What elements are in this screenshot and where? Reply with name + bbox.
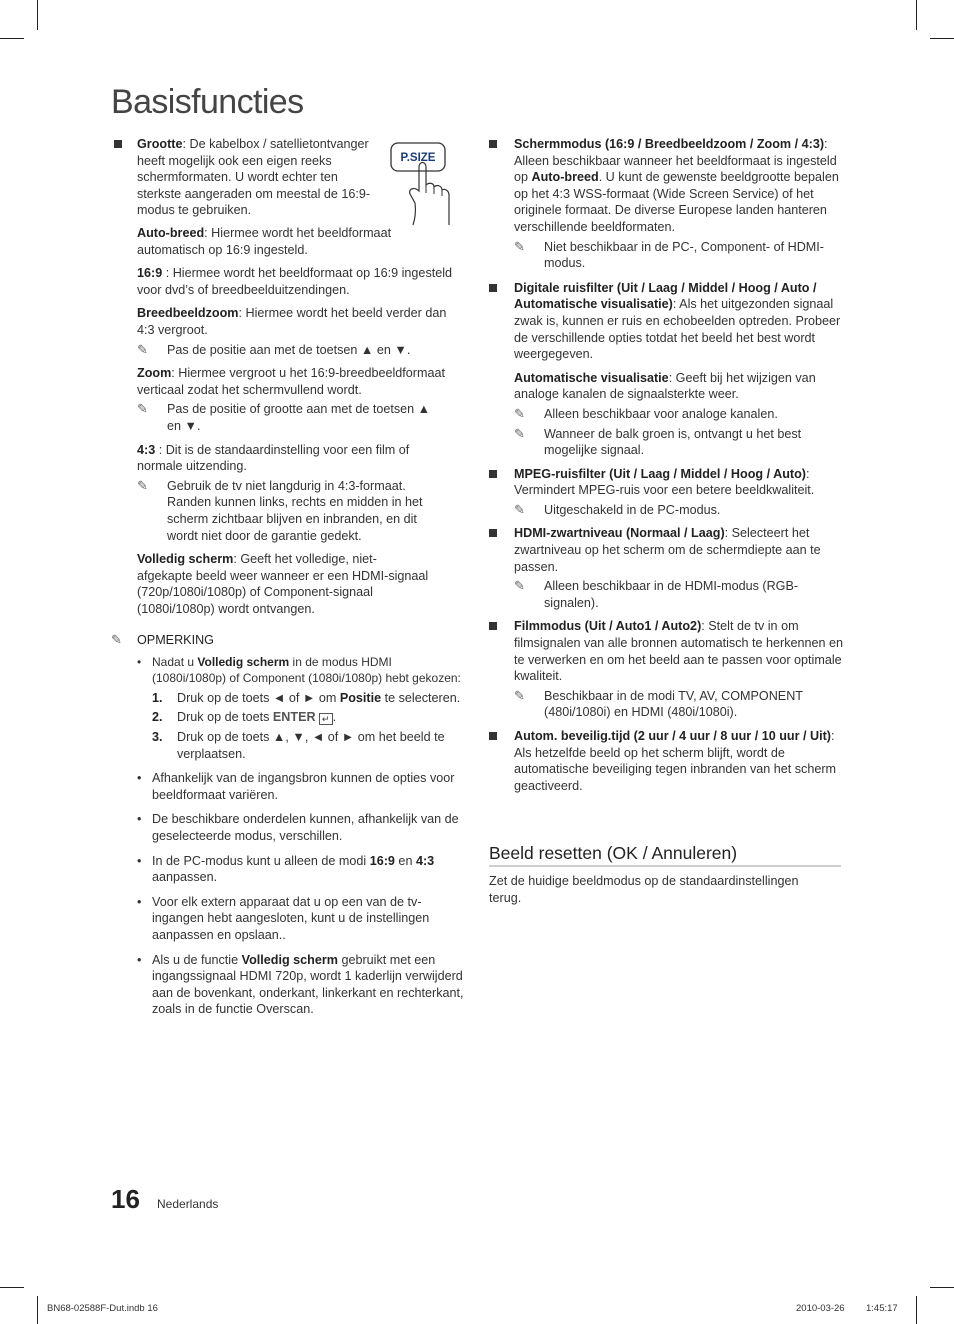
crop-mark	[916, 1296, 917, 1324]
pencil-note-icon: ✎	[514, 501, 525, 517]
item-autom-beveiligtijd: Autom. beveilig.tijd (2 uur / 4 uur / 8 uur / 10 uur / Uit): Als hetzelfde beeld op het scherm blijft, wordt de automatische beveiliging tegen inbranden van het scherm geactiveerd.	[489, 728, 845, 794]
opmerking-heading: OPMERKING	[137, 633, 214, 647]
right-column	[489, 136, 845, 794]
step-3: 3. Druk op de toets ▲, ▼, ◄ of ► om het beeld te verplaatsen.	[152, 729, 445, 761]
step-2: 2. Druk op de toets ENTER ↵ .	[152, 710, 337, 725]
item-filmmodus: Filmmodus (Uit / Auto1 / Auto2): Stelt de tv in om filmsignalen van alle bronnen automatisch te herkennen en te verwerken en om het beeld aan te passen voor optimale kwaliteit. ✎ Beschikbaar in de modi TV, AV, COMPONENT (480i/1080i) en HDMI (480i/1080i).	[489, 618, 845, 721]
crop-mark	[37, 1296, 38, 1324]
slug-time: 1:45:17	[866, 1303, 898, 1314]
crop-mark	[0, 38, 24, 39]
pencil-note-icon: ✎	[111, 632, 122, 647]
left-item-grootte: Grootte: De kabelbox / satellietontvanger heeft mogelijk ook een eigen reeks schermformaten. U wordt echter ten sterkste aangeraden om meestal de 16:9-modus te gebruiken.	[137, 137, 371, 218]
slug-file: BN68-02588F-Dut.indb 16	[47, 1303, 158, 1314]
enter-icon: ↵	[319, 713, 333, 725]
crop-mark	[930, 1287, 954, 1288]
pencil-note-icon: ✎	[514, 425, 525, 441]
crop-mark	[916, 0, 917, 30]
psize-button-hand-icon	[389, 141, 451, 227]
section-text: Zet de huidige beeldmodus op de standaardinstellingen terug.	[489, 874, 799, 905]
bullet-square	[114, 140, 122, 148]
page-title: Basisfuncties	[111, 83, 304, 121]
crop-mark	[0, 1287, 24, 1288]
psize-label: P.SIZE	[400, 152, 436, 164]
page-number: 16	[111, 1184, 140, 1214]
opmerking-block: ✎ OPMERKING • Nadat u Volledig scherm in de modus HDMI (1080i/1080p) of Component (1080i/1080p) hebt gekozen: 1. Druk op de toets ◄ of ► om Positie te selecteren. 2. Druk op de toets ENTER ↵ . 3. Druk op de toets ▲, ▼, ◄ of ► om het beeld te verplaatsen. • Afhankelijk van de ingangsbron kunnen de opties voor beeldformaat variëren. • De beschikbare onderdelen kunnen, afhankelijk van de geselecteerde modus, verschillen. • In de PC-modus kunt u alleen de modi 16:9 en 4:3 aanpassen. • Voor elk extern apparaat dat u op een van de tv-ingangen hebt aangesloten, kunt u de instellingen aanpassen en opslaan.. • Als u de functie Volledig scherm gebruikt met een ingangssignaal HDMI 720p, wordt 1 kaderlijn verwijderd aan de bovenkant, onderkant, linkerkant en rechterkant, zoals in de functie Overscan.	[111, 632, 467, 1018]
pencil-note-icon: ✎	[137, 401, 148, 417]
item-digitale-ruisfilter: Digitale ruisfilter (Uit / Laag / Middel / Hoog / Auto / Automatische visualisatie): Als het uitgezonden signaal zwak is, kunnen er ruis en echobeelden optreden. Probeer de verschillende opties totdat het beeld het best wordt weergegeven. Automatische visualisatie: Geeft bij het wijzigen van analoge kanalen de signaalsterkte weer. ✎ Alleen beschikbaar voor analoge kanalen. ✎ Wanneer de balk groen is, ontvangt u het best mogelijke signaal.	[489, 280, 845, 459]
section-heading: Beeld resetten (OK / Annuleren)	[489, 842, 841, 867]
item-mpeg-ruisfilter: MPEG-ruisfilter (Uit / Laag / Middel / Hoog / Auto): Vermindert MPEG-ruis voor een betere beeldkwaliteit. ✎ Uitgeschakeld in de PC-modus.	[489, 466, 845, 519]
pencil-note-icon: ✎	[514, 687, 525, 703]
page-language: Nederlands	[157, 1197, 219, 1211]
crop-mark	[37, 0, 38, 30]
item-hdmi-zwartniveau: HDMI-zwartniveau (Normaal / Laag): Selecteert het zwartniveau op het scherm om de schermdiepte aan te passen. ✎ Alleen beschikbaar in de HDMI-modus (RGB-signalen).	[489, 525, 845, 611]
pencil-note-icon: ✎	[137, 477, 148, 493]
slug-date: 2010-03-26	[796, 1303, 845, 1314]
pencil-note-icon: ✎	[137, 341, 148, 357]
left-column: Auto-breed: Hiermee wordt het beeldformaat automatisch op 16:9 ingesteld. 16:9 : Hiermee wordt het beeldformaat op 16:9 ingesteld voor dvd’s of breedbeelduitzendingen. Breedbeeldzoom: Hiermee wordt het beeld verder dan 4:3 vergroot. ✎ Pas de positie aan met de toetsen ▲ en ▼. Zoom: Hiermee vergroot u het 16:9-breedbeeldformaat verticaal zodat het schermvullend wordt. ✎ Pas de positie of grootte aan met de toetsen ▲ en ▼. 4:3 : Dit is de standaardinstelling voor een film of normale uitzending. ✎ Gebruik de tv niet langdurig in 4:3-formaat. Randen kunnen links, rechts en midden in het scherm zichtbaar blijven en inbranden, en dit wordt niet door de garantie gedekt. Volledig scherm: Geeft het volledige, niet-afgekapte beeld weer wanneer er een HDMI-signaal (720p/1080i/1080p) of Component-signaal (1080i/1080p) wordt ontvangen.	[137, 226, 453, 616]
step-1: 1. Druk op de toets ◄ of ► om Positie te selecteren.	[152, 690, 461, 705]
pencil-note-icon: ✎	[514, 405, 525, 421]
slug-time-glyph	[856, 1301, 859, 1318]
pencil-note-icon: ✎	[514, 578, 525, 594]
pencil-note-icon: ✎	[514, 238, 525, 254]
item-schermmodus: Schermmodus (16:9 / Breedbeeldzoom / Zoom / 4:3): Alleen beschikbaar wanneer het beeldformaat is ingesteld op Auto-breed. U kunt de gewenste beeldgrootte bepalen op het 4:3 WSS-formaat (Wide Screen Service) of het originele formaat. De diverse Europese landen hanteren verschillende beeldformaten. ✎ Niet beschikbaar in de PC-, Component- of HDMI-modus.	[489, 136, 845, 272]
crop-mark	[930, 38, 954, 39]
